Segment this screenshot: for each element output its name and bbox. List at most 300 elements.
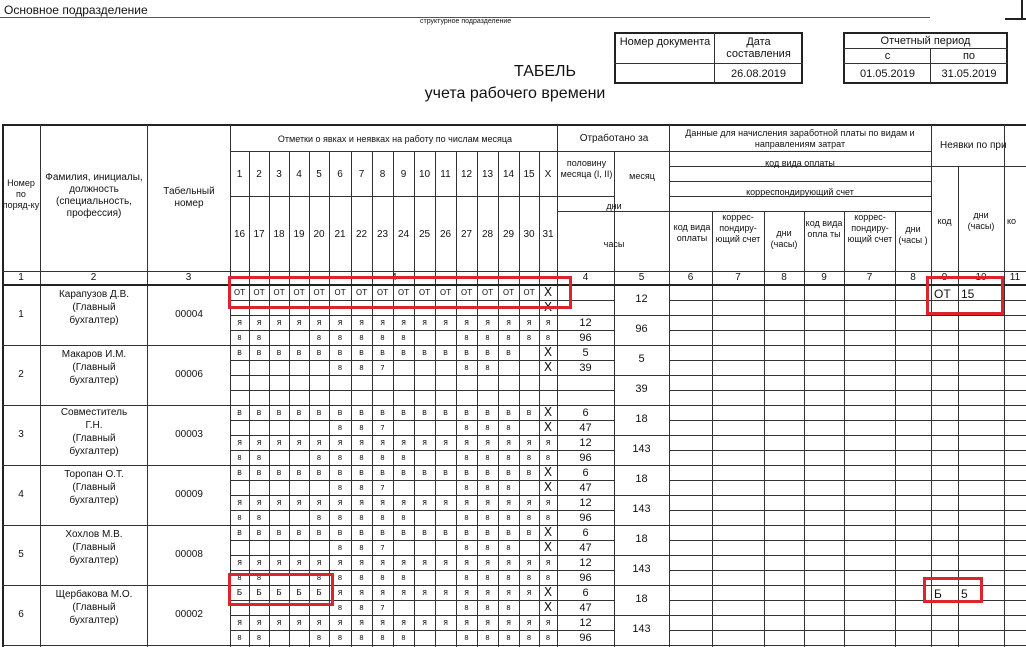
day-mark: Я	[296, 439, 302, 447]
half-subrow	[557, 480, 614, 481]
day-mark: Я	[464, 619, 469, 627]
day-mark: X	[543, 540, 553, 554]
day-mark: В	[506, 349, 511, 357]
employee-name-line: Карапузов Д.В.	[58, 289, 130, 300]
day-mark: В	[464, 349, 469, 357]
colnum: 4	[582, 272, 589, 283]
colnum: 6	[687, 272, 694, 283]
day-mark: В	[485, 409, 490, 417]
day-mark: 8	[464, 514, 469, 522]
month-hours: 143	[632, 563, 651, 575]
day-mark: В	[401, 469, 406, 477]
day-mark: Я	[506, 439, 511, 447]
salary-subrow	[669, 435, 931, 436]
day-mark: Я	[276, 559, 282, 567]
day-number-top: 4	[296, 169, 302, 180]
employee-name-line: (Главный	[72, 362, 116, 373]
day-mark: 8	[506, 544, 511, 552]
day-mark: В	[296, 469, 302, 477]
day-mark: Я	[316, 559, 322, 567]
sub-corr-2: коррес-пондиру-ющий счет	[847, 212, 893, 244]
header-abs-code-2: ко	[1007, 216, 1017, 226]
marks-sub-line	[230, 151, 557, 152]
colnum: 5	[638, 272, 645, 283]
half-month-value: 6	[582, 527, 589, 539]
day-mark: В	[237, 349, 242, 357]
day-mark: 8	[485, 544, 490, 552]
salary-subrow	[669, 450, 931, 451]
day-mark: В	[316, 349, 322, 357]
day-mark: Я	[506, 619, 511, 627]
day-mark: В	[276, 469, 282, 477]
day-mark: Я	[545, 499, 551, 507]
day-number-bottom: 22	[355, 229, 368, 240]
absence-code: ОТ	[934, 287, 951, 301]
absence-subrow	[931, 615, 1026, 616]
absence-subrow	[931, 630, 1026, 631]
row-number: 2	[18, 369, 24, 380]
day-mark: Я	[337, 619, 343, 627]
day-mark: 8	[359, 364, 364, 372]
mark-subrow	[230, 615, 557, 616]
day-col-line	[435, 151, 436, 647]
day-mark: 8	[359, 574, 364, 582]
day-mark: ОТ	[313, 288, 325, 297]
day-mark: В	[443, 349, 448, 357]
day-mark: 8	[526, 634, 532, 642]
day-mark: 8	[464, 334, 469, 342]
day-mark: ОТ	[502, 288, 515, 297]
day-number-top: 3	[276, 169, 282, 180]
day-number-bottom: 23	[376, 229, 389, 240]
half-month-value: 47	[579, 482, 592, 494]
employee-name-line: Хохлов М.В.	[65, 529, 123, 540]
employee-name-line: Щербакова М.О.	[55, 589, 133, 600]
day-mark: 8	[526, 514, 532, 522]
day-mark: 8	[359, 544, 364, 552]
row-number: 4	[18, 489, 24, 500]
salary-subrow	[669, 315, 931, 316]
day-mark: Я	[276, 619, 282, 627]
mark-subrow	[230, 540, 557, 541]
absence-subrow	[931, 315, 1026, 316]
day-mark: В	[526, 409, 532, 417]
day-mark: ОТ	[253, 288, 265, 297]
mark-subrow	[230, 420, 557, 421]
day-number-bottom: 31	[542, 229, 554, 240]
doc-number-label: Номер документа	[619, 36, 711, 48]
row-number: 6	[18, 609, 24, 620]
day-mark: 8	[359, 634, 364, 642]
day-mark: 8	[337, 454, 343, 462]
row-number: 5	[18, 549, 24, 560]
col-divider-2	[230, 124, 231, 647]
header-pay-code: код вида оплаты	[765, 158, 835, 168]
day-mark: В	[443, 529, 448, 537]
day-mark: 8	[506, 574, 511, 582]
month-hours: 143	[632, 623, 651, 635]
day-mark: 8	[485, 574, 490, 582]
day-mark: 8	[380, 634, 385, 642]
day-mark: В	[464, 409, 469, 417]
sub-pay-code-2: код вида опла ты	[805, 218, 843, 239]
day-mark: Я	[380, 499, 385, 507]
half-subrow	[557, 570, 614, 571]
tab-number: 00003	[175, 429, 203, 440]
day-mark: Я	[296, 559, 302, 567]
absence-subrow	[931, 495, 1026, 496]
day-mark: Я	[237, 619, 242, 627]
sub-corr-1: коррес-пондиру-ющий счет	[715, 212, 761, 244]
day-mark: 8	[506, 454, 511, 462]
absence-subrow	[931, 360, 1026, 361]
day-mark: 8	[485, 364, 490, 372]
day-number-top: 1	[236, 169, 243, 180]
day-mark: Я	[506, 499, 511, 507]
day-mark: В	[380, 409, 385, 417]
day-mark: Я	[443, 589, 448, 597]
day-mark: 8	[359, 454, 364, 462]
day-number-bottom: 20	[313, 229, 325, 240]
day-mark: X	[543, 300, 553, 314]
day-mark: Я	[464, 499, 469, 507]
colnum: 9	[821, 272, 827, 283]
day-mark: В	[485, 529, 490, 537]
day-mark: 8	[506, 484, 511, 492]
day-mark: Я	[276, 499, 282, 507]
day-number-top: 12	[460, 169, 473, 180]
mark-subrow	[230, 495, 557, 496]
absence-subrow	[931, 375, 1026, 376]
month-subrow	[614, 615, 669, 616]
header-tab-number: Табельный номер	[163, 186, 215, 209]
mark-subrow	[230, 510, 557, 511]
vacation-absence-highlight	[926, 276, 1004, 315]
half-subrow	[557, 390, 614, 391]
day-mark: В	[380, 529, 385, 537]
sick-leave-highlight	[228, 573, 334, 606]
day-number-top: 10	[418, 169, 431, 180]
day-mark: 8	[464, 544, 469, 552]
day-mark: Я	[256, 439, 262, 447]
absence-subrow	[931, 480, 1026, 481]
day-mark: 8	[506, 514, 511, 522]
day-mark: Я	[316, 499, 322, 507]
day-mark: Я	[443, 619, 448, 627]
day-mark: 8	[464, 484, 469, 492]
employee-row-border	[2, 405, 1026, 406]
colnum: 7	[735, 272, 741, 283]
colnum: 1	[18, 272, 24, 283]
day-mark: В	[237, 529, 242, 537]
day-mark: 8	[359, 334, 364, 342]
half-subrow	[557, 360, 614, 361]
day-number-top: 15	[523, 169, 535, 180]
salary-subrow	[669, 420, 931, 421]
day-mark: 8	[316, 574, 322, 582]
day-number-top: 5	[316, 169, 322, 180]
col-divider-1	[147, 124, 148, 647]
doc-date-value: 26.08.2019	[730, 68, 787, 80]
day-mark: 8	[464, 454, 469, 462]
day-mark: Я	[506, 319, 511, 327]
employee-name-line: бухгалтер)	[69, 615, 119, 626]
day-number-bottom: 25	[418, 229, 431, 240]
day-mark: 8	[237, 574, 242, 582]
day-mark: X	[543, 360, 553, 374]
half-month-value: 12	[579, 437, 592, 449]
salary-subrow	[669, 555, 931, 556]
header-half-month: половину месяца (I, II)	[560, 158, 613, 179]
day-mark: 8	[545, 514, 551, 522]
day-mark: Я	[359, 499, 364, 507]
tab-number: 00009	[175, 489, 203, 500]
doc-box-hline	[614, 63, 803, 64]
day-mark: Я	[485, 619, 490, 627]
absence-subrow	[931, 390, 1026, 391]
day-number-top: 11	[440, 169, 451, 180]
header-hours: часы	[603, 239, 625, 249]
vacation-highlight	[228, 276, 572, 309]
tab-number: 00008	[175, 549, 203, 560]
month-hours: 96	[635, 323, 648, 335]
absence-subrow	[931, 435, 1026, 436]
day-mark: ОТ	[355, 288, 368, 297]
day-mark: Я	[506, 559, 511, 567]
doc-date-label: Дата составления	[726, 36, 791, 60]
day-mark: Я	[296, 499, 302, 507]
half-month-value: 47	[579, 602, 592, 614]
absence-subrow	[931, 540, 1026, 541]
day-mark: В	[296, 529, 302, 537]
salary-line3	[669, 181, 931, 182]
day-mark: Я	[256, 559, 262, 567]
day-mark: В	[506, 469, 511, 477]
day-mark: Я	[526, 319, 532, 327]
day-mark: 8	[401, 454, 406, 462]
half-subrow	[557, 555, 614, 556]
day-mark: 8	[316, 634, 322, 642]
day-mark: Я	[316, 619, 322, 627]
day-mark: 8	[506, 634, 511, 642]
half-month-value: 96	[579, 572, 592, 584]
employee-name-line: Совместитель	[60, 407, 128, 418]
day-mark: В	[337, 409, 343, 417]
day-mark: Я	[443, 499, 448, 507]
day-mark: 7	[380, 484, 385, 492]
day-mark: ОТ	[273, 288, 285, 297]
day-mark: 8	[256, 334, 262, 342]
employee-name-line: Макаров И.М.	[61, 349, 127, 360]
colnum: 2	[90, 272, 97, 283]
day-mark: ОТ	[293, 288, 305, 297]
day-mark: X	[543, 420, 553, 434]
employee-name-line: бухгалтер)	[69, 315, 119, 326]
day-mark: В	[337, 349, 343, 357]
mark-subrow	[230, 450, 557, 451]
day-mark: Я	[337, 499, 343, 507]
day-mark: В	[359, 469, 364, 477]
day-mark: Я	[401, 619, 406, 627]
day-mark: Я	[464, 319, 469, 327]
day-mark: 8	[485, 334, 490, 342]
day-mark: В	[316, 469, 322, 477]
day-col-line	[393, 151, 394, 647]
day-mark: В	[296, 349, 302, 357]
day-mark: В	[401, 409, 406, 417]
salary-line1	[669, 151, 931, 152]
half-month-value: 96	[579, 332, 592, 344]
half-month-value: 12	[579, 317, 592, 329]
period-hline1	[843, 48, 1008, 49]
month-hours: 143	[632, 443, 651, 455]
day-mark: 8	[337, 604, 343, 612]
day-mark: 8	[256, 514, 262, 522]
day-mark: Я	[316, 319, 322, 327]
day-mark: Я	[237, 559, 242, 567]
day-mark: 8	[237, 334, 242, 342]
tab-number: 00004	[175, 309, 203, 320]
day-mark: Я	[506, 589, 511, 597]
day-mark: В	[237, 469, 242, 477]
salary-subrow	[669, 510, 931, 511]
mark-subrow	[230, 390, 557, 391]
day-number-bottom: 18	[273, 229, 285, 240]
day-mark: Я	[237, 499, 242, 507]
day-mark: 8	[337, 334, 343, 342]
day-mark: В	[422, 469, 427, 477]
day-mark: Я	[443, 439, 448, 447]
day-mark: Я	[526, 559, 532, 567]
salary-subrow	[669, 480, 931, 481]
day-mark: X	[543, 585, 553, 599]
month-subrow	[614, 555, 669, 556]
day-mark: В	[316, 529, 322, 537]
day-mark: В	[337, 469, 343, 477]
day-mark: 8	[359, 484, 364, 492]
salary-subrow	[669, 390, 931, 391]
day-mark: Я	[526, 499, 532, 507]
colnum: 11	[1009, 272, 1021, 283]
half-month-value: 96	[579, 452, 592, 464]
day-mark: В	[337, 529, 343, 537]
day-mark: В	[464, 469, 469, 477]
day-mark: Я	[545, 439, 551, 447]
day-mark: Я	[485, 589, 490, 597]
half-month-value: 47	[579, 422, 592, 434]
header-abs-code: код	[937, 216, 952, 226]
day-mark: 8	[359, 424, 364, 432]
col-divider-4	[669, 124, 670, 647]
day-col-line	[498, 151, 499, 647]
day-mark: 8	[256, 454, 262, 462]
day-mark: В	[401, 529, 406, 537]
day-mark: 8	[359, 604, 364, 612]
salary-subrow	[669, 630, 931, 631]
half-subrow	[557, 375, 614, 376]
day-mark: 7	[380, 364, 385, 372]
sub-days-2: дни (часы )	[898, 224, 928, 245]
header-worked: Отработано за	[579, 133, 649, 144]
day-mark: X	[543, 525, 553, 539]
half-subrow	[557, 330, 614, 331]
day-mark: 8	[337, 484, 343, 492]
employee-name-line: Г.Н.	[85, 420, 103, 431]
employee-name-line: (Главный	[72, 433, 116, 444]
salary-subrow	[669, 600, 931, 601]
day-number-bottom: 28	[481, 229, 494, 240]
half-subrow	[557, 615, 614, 616]
day-mark: ОТ	[481, 288, 494, 297]
day-mark: 8	[256, 574, 262, 582]
day-mark: Я	[485, 559, 490, 567]
day-mark: В	[506, 409, 511, 417]
day-mark: X	[543, 285, 553, 299]
day-mark: 8	[545, 634, 551, 642]
day-mark: Я	[526, 589, 532, 597]
right-edge-mark	[1021, 0, 1023, 18]
day-col-line	[456, 151, 457, 647]
day-mark: В	[443, 469, 448, 477]
day-mark: 8	[485, 454, 490, 462]
mark-subrow	[230, 375, 557, 376]
day-mark: 8	[485, 514, 490, 522]
day-mark: Я	[359, 619, 364, 627]
day-mark: 8	[506, 424, 511, 432]
mark-subrow	[230, 435, 557, 436]
division-name: Основное подразделение	[4, 3, 148, 17]
day-mark: Б	[296, 588, 302, 597]
day-mark: В	[422, 409, 427, 417]
day-mark: 7	[380, 424, 385, 432]
header-employee: Фамилия, инициалы, должность (специальность, профессия)	[45, 172, 143, 219]
day-mark: X	[543, 600, 553, 614]
period-label: Отчетный период	[880, 35, 971, 47]
mark-subrow	[230, 480, 557, 481]
day-mark: 8	[380, 334, 385, 342]
day-mark: Б	[316, 588, 322, 597]
col-divider-6	[1004, 124, 1005, 647]
salary-subrow	[669, 570, 931, 571]
right-edge-mark-h	[1005, 18, 1026, 20]
day-mark: 8	[337, 574, 343, 582]
day-mark: Я	[401, 559, 406, 567]
day-mark: Я	[464, 589, 469, 597]
day-mark: 8	[464, 604, 469, 612]
mark-subrow	[230, 315, 557, 316]
day-mark: 8	[380, 574, 385, 582]
day-col-line	[351, 151, 352, 647]
month-days: 18	[635, 533, 648, 545]
day-number-top: 8	[379, 169, 386, 180]
colnum: 8	[781, 272, 787, 283]
day-mark: Я	[380, 319, 385, 327]
mark-subrow	[230, 555, 557, 556]
day-col-line	[414, 151, 415, 647]
day-mark: Я	[545, 559, 551, 567]
day-mark: В	[276, 409, 282, 417]
half-subrow	[557, 420, 614, 421]
employee-name-line: (Главный	[72, 542, 116, 553]
day-mark: В	[276, 529, 282, 537]
day-mark: ОТ	[439, 288, 452, 297]
day-mark: Я	[545, 619, 551, 627]
day-mark: Я	[422, 589, 427, 597]
day-mark: 8	[526, 454, 532, 462]
half-month-value: 12	[579, 617, 592, 629]
absence-sub-line	[931, 166, 1026, 167]
day-mark: Я	[380, 589, 385, 597]
